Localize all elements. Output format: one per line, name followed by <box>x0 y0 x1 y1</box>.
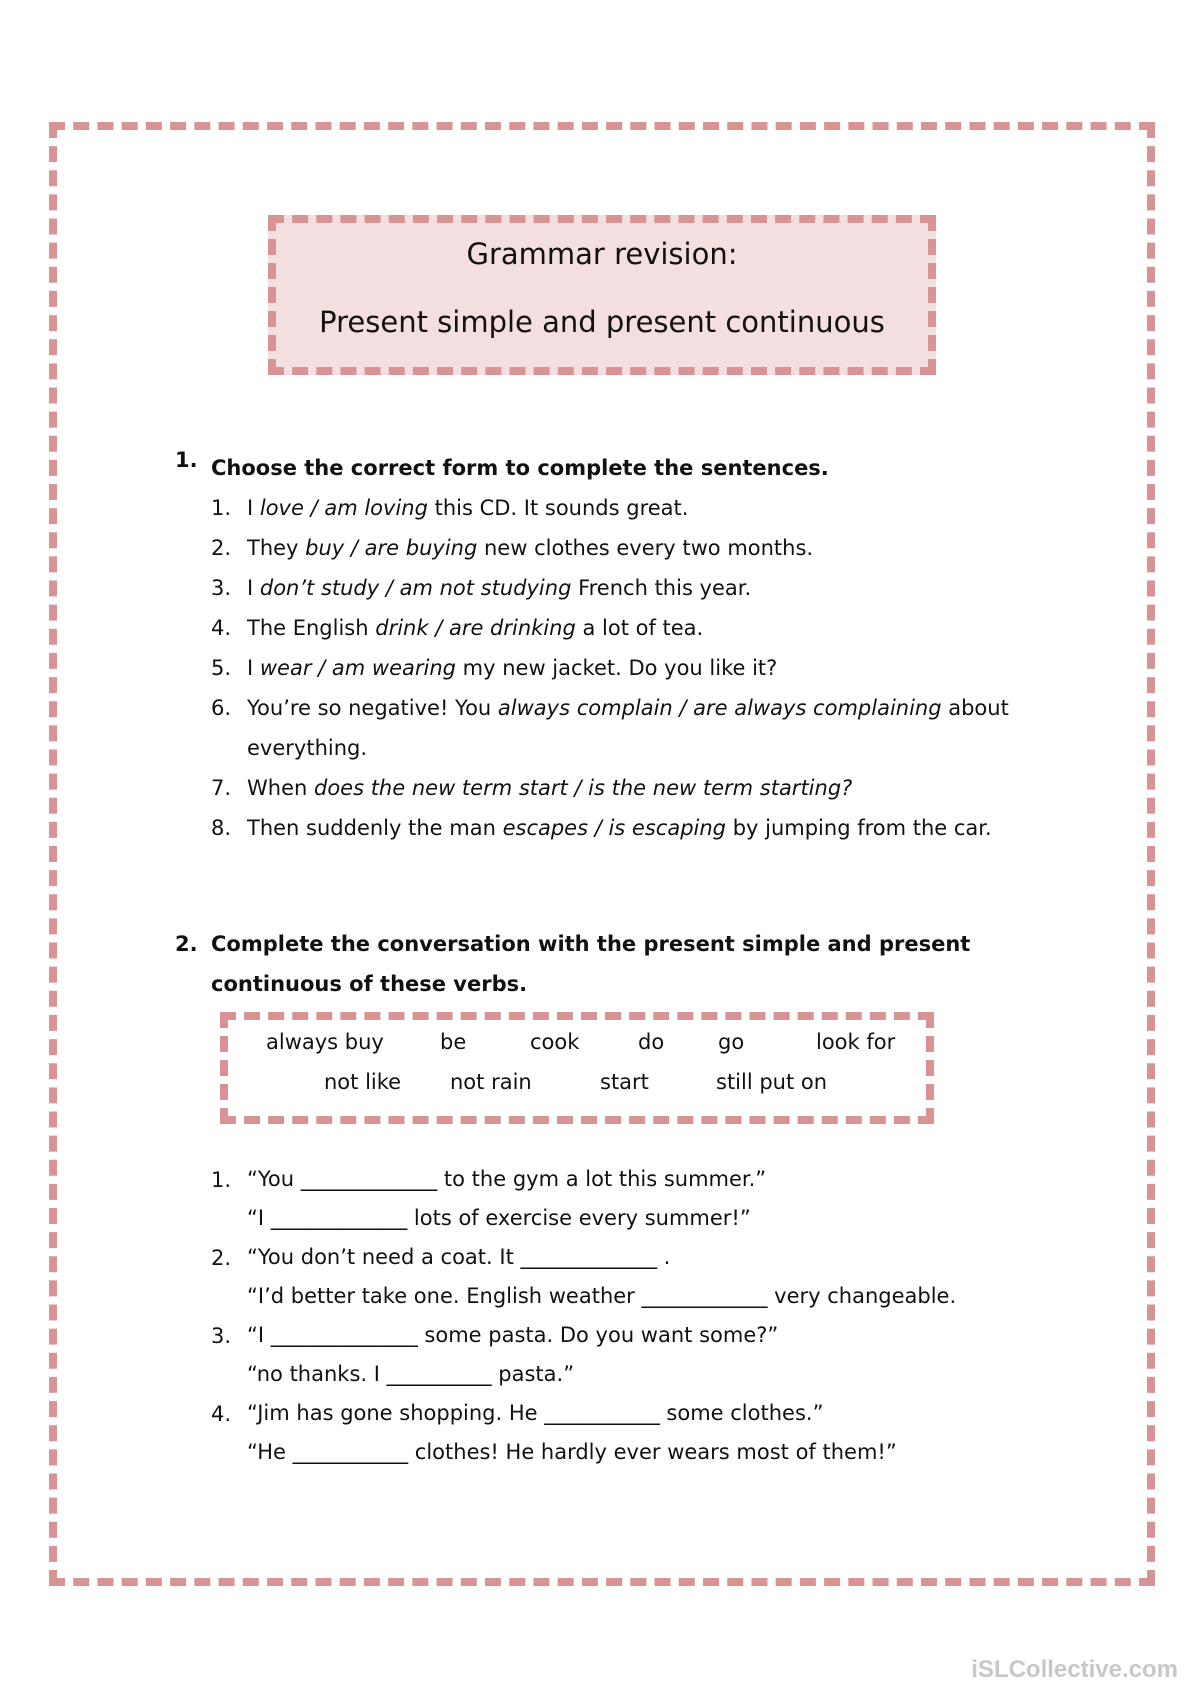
exercise-item <box>211 528 1055 568</box>
sentence-end: new clothes every two months. <box>477 536 814 560</box>
item-number: 3. <box>211 1324 232 1348</box>
item-sentence <box>247 608 1055 648</box>
word-bank-item: not like <box>324 1070 402 1094</box>
title-heading: Grammar revision: <box>466 237 738 271</box>
word-bank-item: start <box>600 1070 649 1094</box>
item-sentence <box>247 488 1055 528</box>
sentence-end: this CD. It sounds great. <box>427 496 689 520</box>
conversation-line[interactable]: “I’d better take one. English weather ____________ very changeable. <box>247 1284 957 1308</box>
conversation-lines <box>247 1316 1055 1394</box>
word-bank-item: still put on <box>716 1070 828 1094</box>
sentence-end: my new jacket. Do you like it? <box>455 656 778 680</box>
answer-options[interactable]: love / am loving <box>259 496 428 520</box>
item-number: 6. <box>211 696 232 720</box>
sentence-start: They <box>247 536 306 560</box>
answer-options[interactable]: wear / am wearing <box>259 656 456 680</box>
item-sentence <box>247 648 1055 688</box>
item-number: 1. <box>211 1168 232 1192</box>
title-subheading: Present simple and present continuous <box>319 305 885 339</box>
item-number: 2. <box>211 536 232 560</box>
item-number: 4. <box>211 1402 232 1426</box>
answer-options[interactable]: does the new term start / is the new term starting? <box>313 776 853 800</box>
item-number: 5. <box>211 656 232 680</box>
item-number: 4. <box>211 616 232 640</box>
conversation-line[interactable]: “You don’t need a coat. It _____________ . <box>247 1245 671 1269</box>
conversation-line[interactable]: “He ___________ clothes! He hardly ever wears most of them!” <box>247 1440 897 1464</box>
exercise-instruction: Choose the correct form to complete the sentences. <box>211 456 829 480</box>
word-bank-item: cook <box>530 1030 580 1054</box>
conversation-item <box>211 1238 1055 1316</box>
exercise-2-list <box>175 1160 1055 1472</box>
word-bank <box>220 1012 934 1124</box>
exercise-item <box>211 568 1055 608</box>
exercise-1-heading <box>175 448 1055 488</box>
answer-options[interactable]: always complain / are always complaining <box>497 696 942 720</box>
watermark: iSLCollective.com <box>971 1656 1178 1683</box>
word-bank-item: look for <box>816 1030 896 1054</box>
sentence-start: I <box>247 576 260 600</box>
word-bank-item: be <box>440 1030 467 1054</box>
item-sentence <box>247 808 1055 848</box>
conversation-item <box>211 1394 1055 1472</box>
word-bank-item: go <box>718 1030 745 1054</box>
title-box <box>268 215 936 375</box>
sentence-end: about everything. <box>247 696 1009 760</box>
item-sentence <box>247 528 1055 568</box>
conversation-line[interactable]: “You _____________ to the gym a lot this summer.” <box>247 1167 767 1191</box>
conversation-lines <box>247 1394 1055 1472</box>
item-number: 3. <box>211 576 232 600</box>
word-bank-item: not rain <box>450 1070 532 1094</box>
answer-options[interactable]: drink / are drinking <box>375 616 576 640</box>
sentence-end: by jumping from the car. <box>726 816 992 840</box>
exercise-instruction: Complete the conversation with the present simple and present continuous of these verbs. <box>211 932 971 996</box>
item-sentence <box>247 688 1055 768</box>
exercise-item <box>211 768 1055 808</box>
exercise-item <box>211 688 1055 768</box>
sentence-start: I <box>247 656 260 680</box>
exercise-1 <box>175 448 1055 848</box>
item-sentence <box>247 768 1055 808</box>
exercise-2-heading <box>175 924 1055 1004</box>
exercise-item <box>211 808 1055 848</box>
exercise-item <box>211 488 1055 528</box>
item-number: 8. <box>211 816 232 840</box>
conversation-lines <box>247 1238 1055 1316</box>
conversation-line[interactable]: “I _____________ lots of exercise every summer!” <box>247 1206 751 1230</box>
answer-options[interactable]: don’t study / am not studying <box>259 576 572 600</box>
sentence-start: I <box>247 496 260 520</box>
exercise-2 <box>175 924 1055 1004</box>
conversation-lines <box>247 1160 1055 1238</box>
sentence-start: Then suddenly the man <box>247 816 503 840</box>
item-number: 2. <box>211 1246 232 1270</box>
conversation-item <box>211 1160 1055 1238</box>
item-number: 7. <box>211 776 232 800</box>
conversation-line[interactable]: “Jim has gone shopping. He ___________ some clothes.” <box>247 1401 824 1425</box>
exercise-item <box>211 648 1055 688</box>
item-number: 1. <box>211 496 232 520</box>
sentence-start: When <box>247 776 314 800</box>
conversation-item <box>211 1316 1055 1394</box>
answer-options[interactable]: escapes / is escaping <box>502 816 727 840</box>
exercise-2-items <box>175 1160 1055 1472</box>
sentence-start: The English <box>247 616 376 640</box>
exercise-number: 2. <box>175 932 198 956</box>
sentence-end: French this year. <box>571 576 752 600</box>
conversation-line[interactable]: “no thanks. I __________ pasta.” <box>247 1362 575 1386</box>
sentence-end: a lot of tea. <box>575 616 704 640</box>
exercise-number: 1. <box>175 448 198 472</box>
word-bank-item: do <box>638 1030 665 1054</box>
exercise-item <box>211 608 1055 648</box>
word-bank-item: always buy <box>266 1030 384 1054</box>
answer-options[interactable]: buy / are buying <box>305 536 478 560</box>
sentence-start: You’re so negative! You <box>247 696 498 720</box>
item-sentence <box>247 568 1055 608</box>
conversation-line[interactable]: “I ______________ some pasta. Do you want some?” <box>247 1323 779 1347</box>
exercise-1-list <box>175 488 1055 848</box>
